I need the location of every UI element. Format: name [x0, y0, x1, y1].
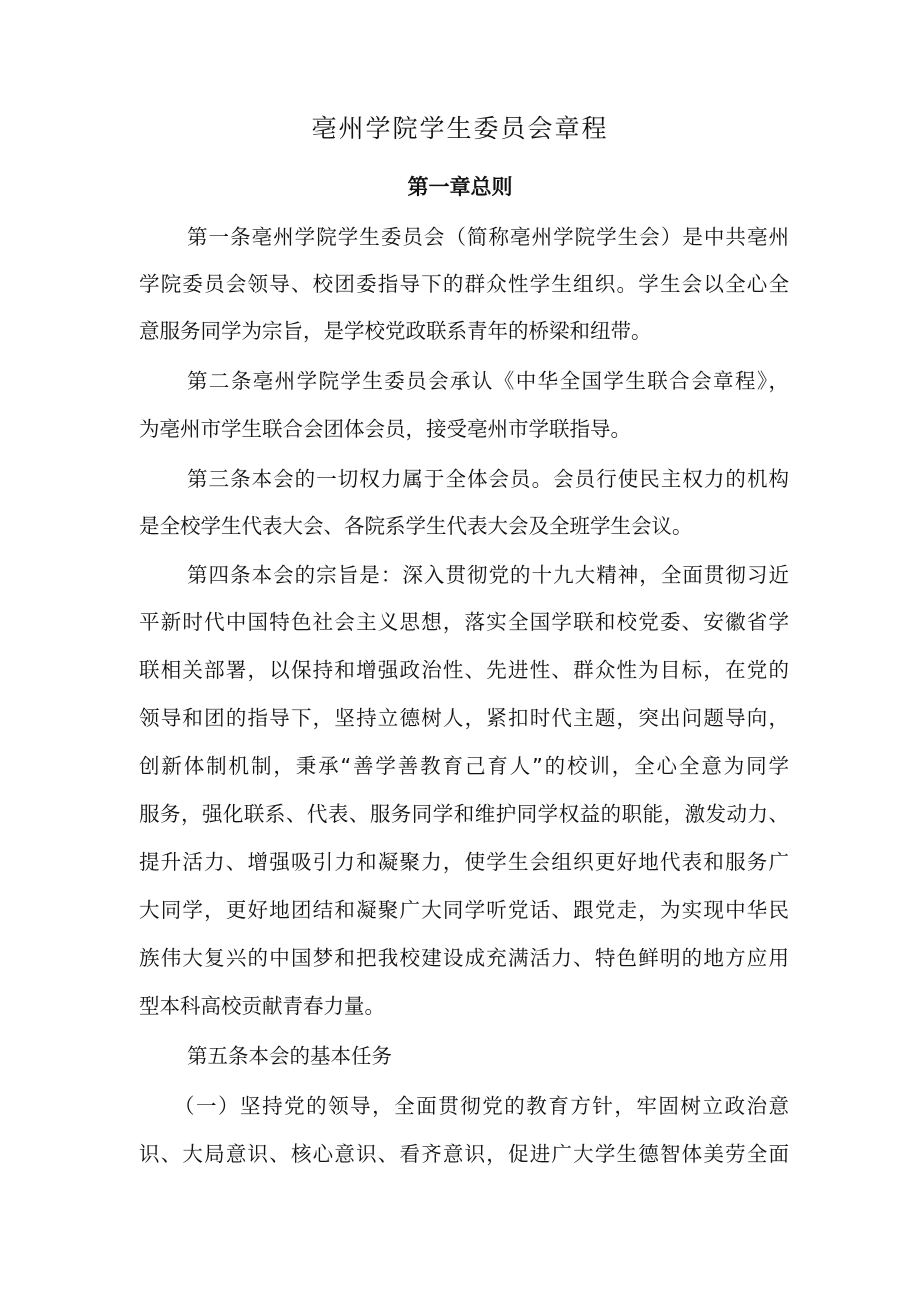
chapter-heading: 第一章总则 [407, 175, 513, 199]
paragraph-line: 联相关部署，以保持和增强政治性、先进性、群众性为目标，在党的 [139, 658, 789, 682]
paragraph-line: 识、大局意识、核心意识、看齐意识，促进广大学生德智体美劳全面 [139, 1142, 789, 1166]
paragraph-line: 为亳州市学生联合会团体会员，接受亳州市学联指导。 [139, 417, 631, 441]
article-heading: 第五条本会的基本任务 [187, 1044, 392, 1068]
paragraph-line: 提升活力、增强吸引力和凝聚力，使学生会组织更好地代表和服务广 [139, 850, 789, 874]
paragraph-line: 第二条亳州学院学生委员会承认《中华全国学生联合会章程》， [187, 369, 789, 393]
paragraph-line: 第一条亳州学院学生委员会（简称亳州学院学生会）是中共亳州 [187, 225, 789, 249]
paragraph-line: 是全校学生代表大会、各院系学生代表大会及全班学生会议。 [139, 514, 693, 538]
paragraph-line: 第三条本会的一切权力属于全体会员。会员行使民主权力的机构 [187, 467, 789, 491]
paragraph-line: 创新体制机制，秉承“善学善教育己育人”的校训，全心全意为同学 [139, 754, 789, 778]
paragraph-line: 学院委员会领导、校团委指导下的群众性学生组织。学生会以全心全 [139, 272, 789, 296]
paragraph-line: 族伟大复兴的中国梦和把我校建设成充满活力、特色鲜明的地方应用 [139, 946, 789, 970]
paragraph-line: （一）坚持党的领导，全面贯彻党的教育方针，牢固树立政治意 [174, 1094, 789, 1118]
document-title: 亳州学院学生委员会章程 [311, 114, 609, 143]
paragraph-line: 意服务同学为宗旨，是学校党政联系青年的桥梁和纽带。 [139, 319, 652, 343]
paragraph-line: 型本科高校贡献青春力量。 [139, 994, 385, 1018]
paragraph-line: 第四条本会的宗旨是：深入贯彻党的十九大精神，全面贯彻习近 [187, 563, 789, 587]
paragraph-line: 领导和团的指导下，坚持立德树人，紧扣时代主题，突出问题导向， [139, 706, 789, 730]
paragraph-line: 平新时代中国特色社会主义思想，落实全国学联和校党委、安徽省学 [139, 610, 789, 634]
paragraph-line: 大同学，更好地团结和凝聚广大同学听党话、跟党走，为实现中华民 [139, 898, 789, 922]
paragraph-line: 服务，强化联系、代表、服务同学和维护同学权益的职能，激发动力、 [139, 802, 789, 826]
